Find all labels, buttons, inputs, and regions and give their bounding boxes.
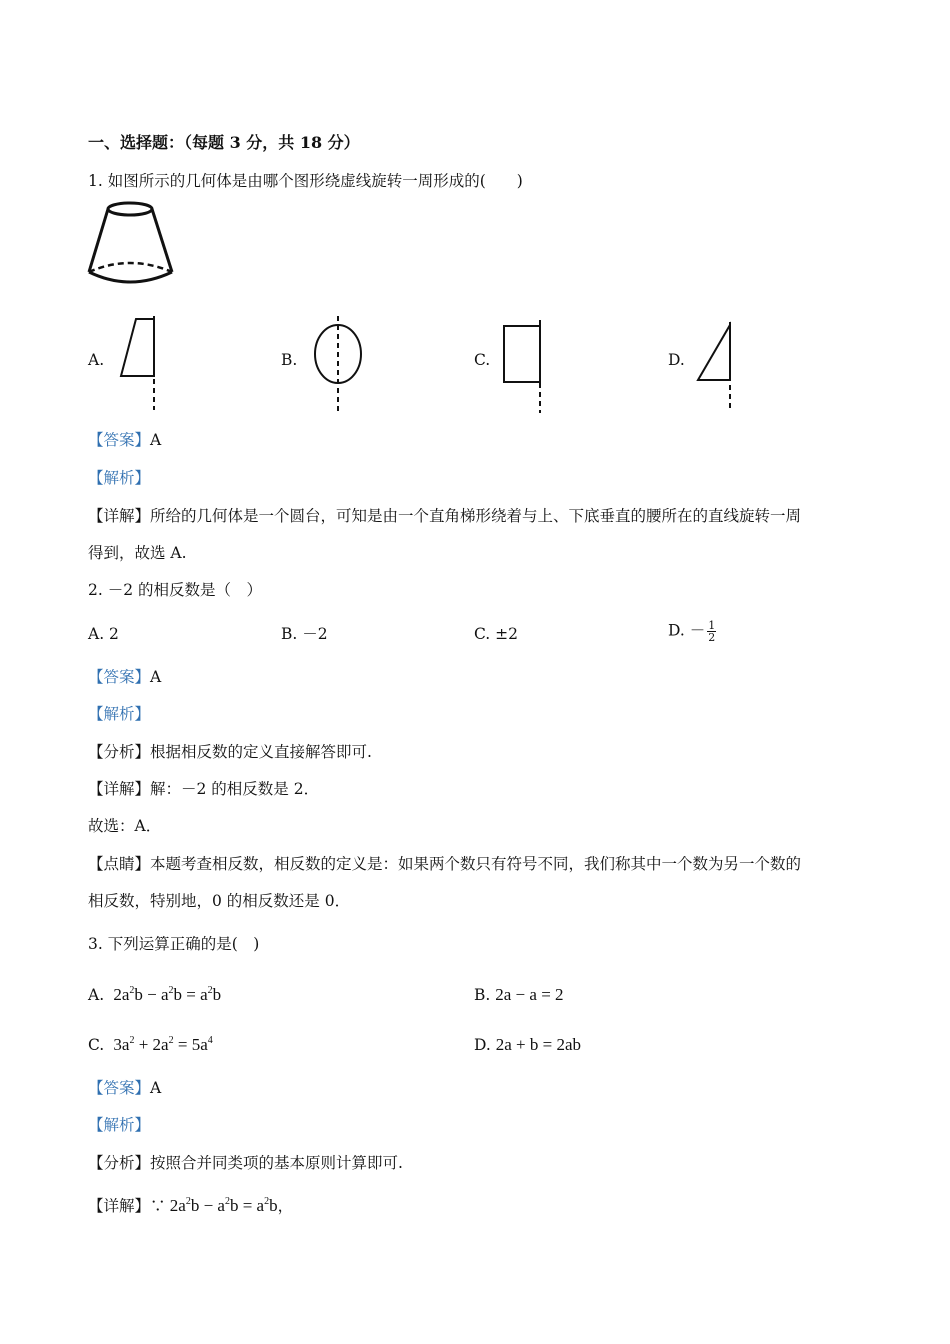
q2-analysis-tag: 【解析】 (88, 705, 151, 723)
q3-analysis-tag: 【解析】 (88, 1116, 151, 1134)
q2-dianjing-line2: 相反数，特别地，0 的相反数还是 0． (88, 892, 351, 910)
triangle-option-icon (696, 322, 736, 410)
q2-conclusion: 故选：A． (88, 817, 162, 835)
q2-option-b: B. －2 (281, 625, 328, 643)
q3-detail: 【详解】∵ $2a^2b - a^2b = a^2b$， (88, 1196, 294, 1215)
q2-fenxi: 【分析】根据相反数的定义直接解答即可. (88, 743, 372, 761)
q2-option-a: A. 2 (88, 625, 119, 643)
q3-option-b: B. 2a − a = 2 (474, 985, 564, 1004)
q3-option-c: C. $3a^2 + 2a^2 = 5a^4$ (88, 1035, 213, 1054)
q1-analysis-tag: 【解析】 (88, 469, 151, 487)
q3-detail-expr: $2a^2b - a^2b = a^2b$ (165, 1196, 278, 1215)
q1-detail-line1: 【详解】所给的几何体是一个圆台，可知是由一个直角梯形绕着与上、下底垂直的腰所在的直线旋转一周 (88, 507, 802, 525)
trapezoid-option-icon (118, 316, 162, 410)
q1-stem: 1. 如图所示的几何体是由哪个图形绕虚线旋转一周形成的( ) (88, 172, 523, 190)
q3-option-d: D. 2a + b = 2ab (474, 1035, 582, 1054)
q1-option-d-label: D. (668, 351, 685, 369)
q1-detail-line2: 得到，故选 A. (88, 544, 187, 562)
q1-option-b-label: B. (281, 351, 298, 369)
q2-option-d: D. － $\frac{1}{2}$ (668, 619, 716, 644)
q2-option-c: C. ±2 (474, 625, 519, 643)
fraction-one-half: $\frac{1}{2}$ (708, 619, 716, 644)
q3-fenxi: 【分析】按照合并同类项的基本原则计算即可. (88, 1154, 403, 1172)
q2-answer: 【答案】A (88, 668, 162, 686)
q1-option-c-label: C. (474, 351, 491, 369)
q3-option-c-expr: $3a^2 + 2a^2 = 5a^4$ (109, 1035, 213, 1054)
frustum-icon (86, 197, 178, 289)
q2-stem: 2. －2 的相反数是（ ） (88, 581, 263, 599)
q3-answer: 【答案】A (88, 1079, 162, 1097)
q3-stem: 3. 下列运算正确的是( ) (88, 935, 260, 953)
q3-option-a-expr: $2a^2b - a^2b = a^2b$ (109, 985, 222, 1004)
section-title: 一、选择题：（每题 3 分，共 18 分） (88, 133, 360, 152)
rectangle-option-icon (502, 320, 546, 413)
q2-dianjing-line1: 【点睛】本题考查相反数，相反数的定义是：如果两个数只有符号不同，我们称其中一个数为另一个数的 (88, 855, 802, 873)
q3-option-a: A. $2a^2b - a^2b = a^2b$ (88, 985, 222, 1004)
q1-option-a-label: A. (88, 351, 105, 369)
q1-answer: 【答案】A (88, 431, 162, 449)
q2-detail: 【详解】解：－2 的相反数是 2． (88, 780, 320, 798)
ellipse-option-icon (312, 316, 364, 412)
